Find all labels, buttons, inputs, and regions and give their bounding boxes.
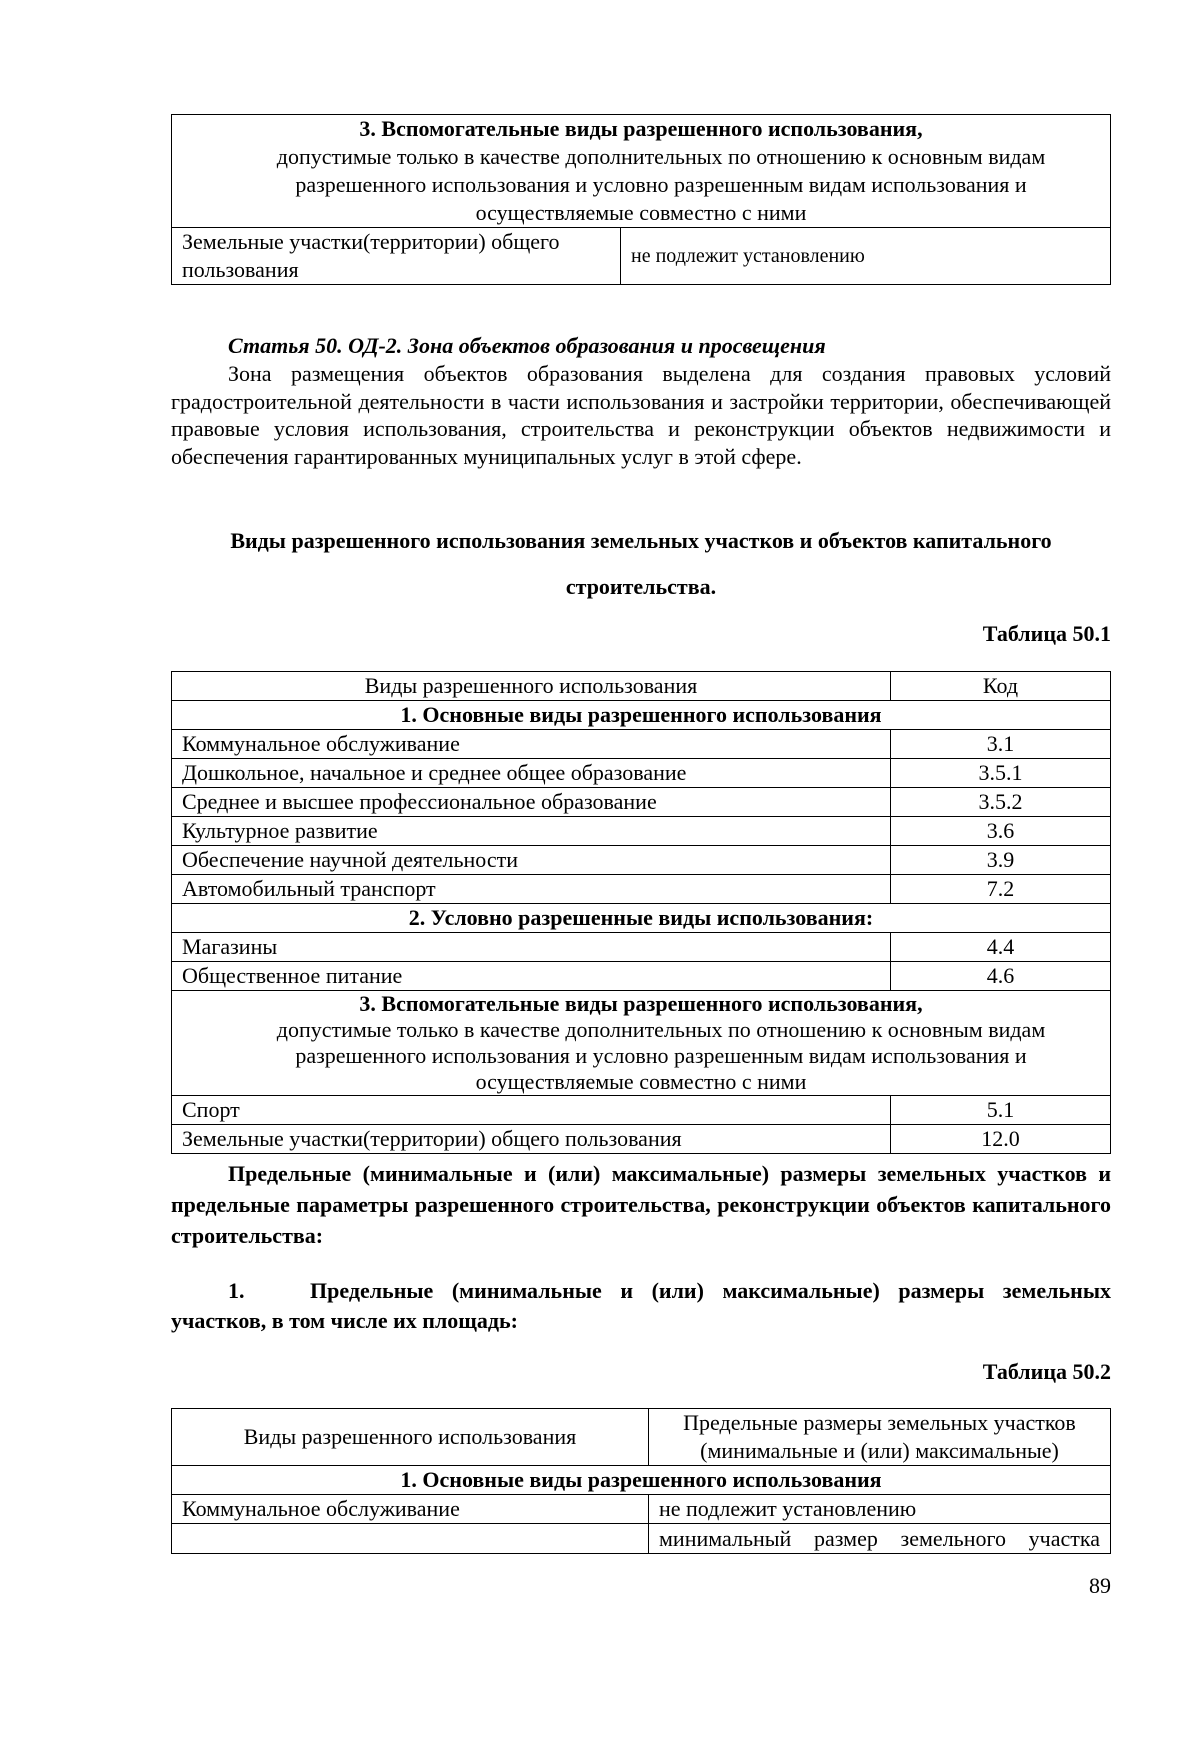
table-row [172,1409,1111,1466]
table2-col2-header [649,1409,1111,1466]
table1-group3-title: 3. Вспомогательные виды разрешенного использования, [359,991,923,1016]
table-row [172,933,1111,962]
section-heading-line2: строительства. [565,574,717,599]
page-number: 89 [1089,1573,1111,1598]
limits-heading [171,1158,1111,1251]
table1-caption: Таблица 50.1 [982,621,1111,646]
article-title: Статья 50. ОД-2. Зона объектов образования и просвещения [228,333,826,358]
top-table-group-header [172,115,1111,228]
top-table-group-line: осуществляемые совместно с ними [475,200,807,225]
table1-group3-line: допустимые только в качестве дополнительных по отношению к основным видам [276,1017,1046,1042]
table-row [172,817,1111,846]
table2-row-value: минимальный размер земельного участка [649,1524,1111,1554]
top-table-group-line: разрешенного использования и условно разрешенным видам использования и [295,172,1027,197]
table1-row-code: 4.6 [891,962,1111,991]
table-row [172,788,1111,817]
table1-row-code: 5.1 [891,1096,1111,1125]
table-row [172,730,1111,759]
table1-row-name: Спорт [172,1096,891,1125]
top-table-row-name: Земельные участки(территории) общего пользования [172,228,621,285]
table-row [172,875,1111,904]
table1-row-name: Общественное питание [172,962,891,991]
table2-caption: Таблица 50.2 [982,1359,1111,1384]
table2-col2-header-line2: (минимальные и (или) максимальные) [700,1438,1059,1463]
top-table-group-line: допустимые только в качестве дополнительных по отношению к основным видам [276,144,1046,169]
table-row [172,1466,1111,1495]
top-table [171,114,1111,285]
table1-row-code: 3.6 [891,817,1111,846]
top-table-group-title: 3. Вспомогательные виды разрешенного использования, [359,116,923,141]
table-row [172,759,1111,788]
article-paragraph [171,360,1111,470]
item1 [171,1276,1111,1336]
table-row [172,1495,1111,1524]
table2-row-name [172,1524,649,1554]
table-row [172,1125,1111,1154]
table-row [172,904,1111,933]
table1-group3-line: разрешенного использования и условно разрешенным видам использования и [295,1043,1027,1068]
item1-text [171,1276,1111,1336]
table-row [172,962,1111,991]
table1-group3-header [172,991,1111,1096]
table2 [171,1408,1111,1554]
table1-group3-line: осуществляемые совместно с ними [475,1069,807,1094]
table1-row-name: Среднее и высшее профессиональное образование [172,788,891,817]
table1-row-code: 7.2 [891,875,1111,904]
table1-col-header-name: Виды разрешенного использования [172,672,891,701]
table-row [172,991,1111,1096]
table2-col1-header: Виды разрешенного использования [172,1409,649,1466]
table1-row-name: Коммунальное обслуживание [172,730,891,759]
top-table-row-value: не подлежит установлению [621,228,1111,285]
table-row [172,1096,1111,1125]
table-row [172,701,1111,730]
table1-row-code: 3.5.1 [891,759,1111,788]
table1-row-name: Магазины [172,933,891,962]
limits-heading-text: Предельные (минимальные и (или) максимальные) размеры земельных участков и предельные параметры разрешенного строительства, реконструкции объектов капитального строительства: [171,1161,1111,1248]
table1-row-name: Культурное развитие [172,817,891,846]
table2-col2-header-line1: Предельные размеры земельных участков [683,1410,1076,1435]
table1-row-code: 3.1 [891,730,1111,759]
section-heading-line1: Виды разрешенного использования земельных участков и объектов капитального [230,528,1052,553]
table2-group1-title: 1. Основные виды разрешенного использования [172,1466,1111,1495]
article-paragraph-text: Зона размещения объектов образования выделена для создания правовых условий градостроительной деятельности в части использования и застройки территории, обеспечивающей правовые условия использования, строительства и реконструкции объектов недвижимости и обеспечения гарантированных муниципальных услуг в этой сфере. [171,361,1111,469]
item1-body: Предельные (минимальные и (или) максимальные) размеры земельных участков, в том числе их площадь: [171,1278,1111,1333]
table1-row-code: 4.4 [891,933,1111,962]
table2-row-value: не подлежит установлению [649,1495,1111,1524]
item1-number: 1. [228,1278,245,1303]
table1-col-header-code: Код [891,672,1111,701]
table1-row-name: Обеспечение научной деятельности [172,846,891,875]
table1-row-name: Автомобильный транспорт [172,875,891,904]
table-row [172,672,1111,701]
table1-row-code: 12.0 [891,1125,1111,1154]
table1 [171,671,1111,1154]
table1-row-code: 3.5.2 [891,788,1111,817]
table2-row-name: Коммунальное обслуживание [172,1495,649,1524]
table1-row-name: Дошкольное, начальное и среднее общее образование [172,759,891,788]
table1-group1-title: 1. Основные виды разрешенного использования [172,701,1111,730]
table1-row-name: Земельные участки(территории) общего пользования [172,1125,891,1154]
table1-row-code: 3.9 [891,846,1111,875]
table-row [172,846,1111,875]
table1-group2-title: 2. Условно разрешенные виды использования: [172,904,1111,933]
table-row [172,1524,1111,1554]
